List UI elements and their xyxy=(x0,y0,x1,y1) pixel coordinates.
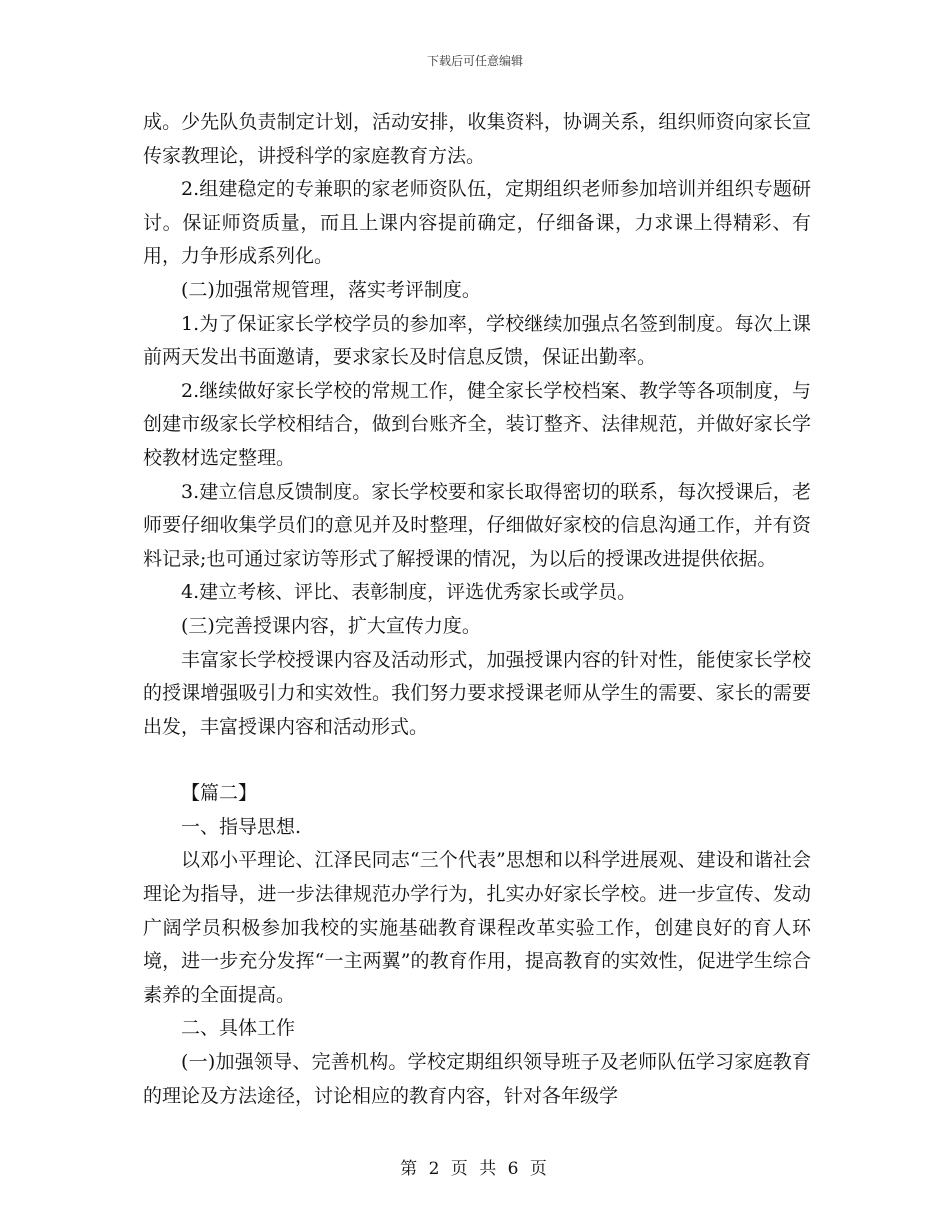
paragraph: 二、具体工作 xyxy=(181,1017,296,1040)
document-body xyxy=(143,106,811,1113)
paragraph: 2.继续做好家长学校的常规工作，健全家长学校档案、教学等各项制度，与创建市级家长学校相结合，做到台账齐全，装订整齐、法律规范，并做好家长学校教材选定整理。 xyxy=(143,379,811,469)
paragraph: 一、指导思想. xyxy=(181,815,302,838)
page-header: 下载后可任意编辑 xyxy=(426,54,523,68)
section-gap xyxy=(143,744,811,777)
paragraph: 成。少先队负责制定计划，活动安排，收集资料，协调关系，组织师资向家长宣传家教理论，讲授科学的家庭教育方法。 xyxy=(143,111,811,167)
body-section-2 xyxy=(143,811,811,1113)
paragraph: 3.建立信息反馈制度。家长学校要和家长取得密切的联系，每次授课后，老师要仔细收集学员们的意见并及时整理，仔细做好家校的信息沟通工作，并有资料记录;也可通过家访等形式了解授课的情况，为以后的授课改进提供依据。 xyxy=(143,480,811,570)
paragraph: 1.为了保证家长学校学员的参加率，学校继续加强点名签到制度。每次上课前两天发出书面邀请，要求家长及时信息反馈，保证出勤率。 xyxy=(143,312,811,369)
paragraph: 丰富家长学校授课内容及活动形式，加强授课内容的针对性，能使家长学校的授课增强吸引力和实效性。我们努力要求授课老师从学生的需要、家长的需要出发，丰富授课内容和活动形式。 xyxy=(143,648,811,738)
paragraph: (三)完善授课内容，扩大宣传力度。 xyxy=(181,614,481,637)
paragraph: 4.建立考核、评比、表彰制度，评选优秀家长或学员。 xyxy=(181,581,637,604)
paragraph: (一)加强领导、完善机构。学校定期组织领导班子及老师队伍学习家庭教育的理论及方法途径，讨论相应的教育内容，针对各年级学 xyxy=(143,1051,811,1107)
body-section-1 xyxy=(143,106,811,744)
paragraph: (二)加强常规管理，落实考评制度。 xyxy=(181,278,481,301)
paragraph: 以邓小平理论、江泽民同志“三个代表”思想和以科学进展观、建设和谐社会理论为指导，进一步法律规范办学行为，扎实办好家长学校。进一步宣传、发动广阔学员积极参加我校的实施基础教育课程改革实验工作，创建良好的育人环境，进一步充分发挥“一主两翼”的教育作用，提高教育的实效性，促进学生综合素养的全面提高。 xyxy=(143,849,811,1006)
paragraph: 2.组建稳定的专兼职的家老师资队伍，定期组织老师参加培训并组织专题研讨。保证师资质量，而且上课内容提前确定，仔细备课，力求课上得精彩、有用，力争形成系列化。 xyxy=(143,178,811,268)
section-title: 【篇二】 xyxy=(181,782,258,805)
page-footer: 第 2 页 共 6 页 xyxy=(400,1159,550,1179)
